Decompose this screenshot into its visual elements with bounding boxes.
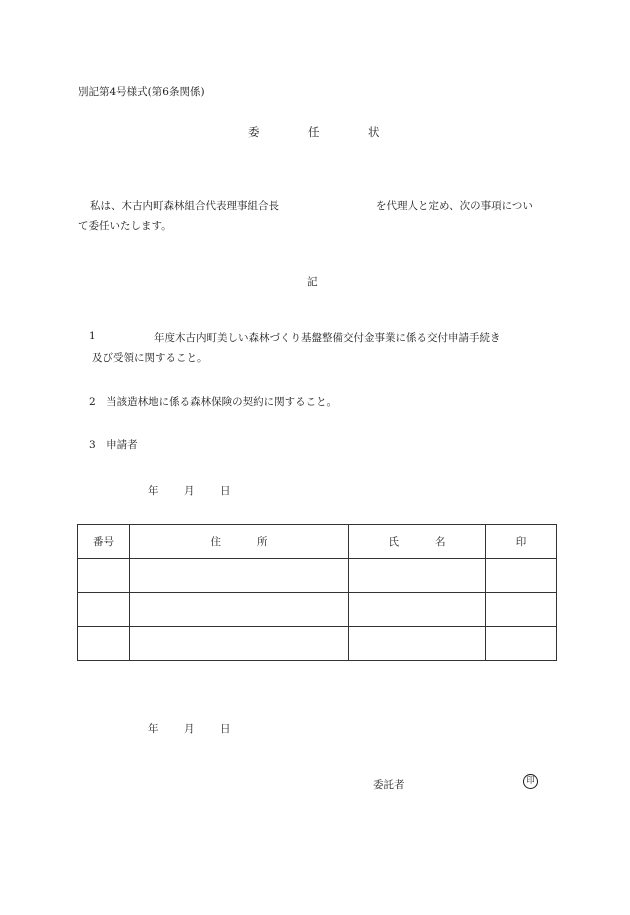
item-1-continuation: 及び受領に関すること。 [92, 352, 208, 364]
applicant-table [77, 524, 557, 661]
ki-heading: 記 [307, 276, 318, 288]
header-name-char-2: 名 [435, 536, 446, 548]
header-address-char-2: 所 [257, 536, 268, 548]
cell-name [349, 627, 486, 661]
table-row [78, 559, 557, 593]
header-seal: 印 [486, 525, 557, 559]
header-name [349, 525, 486, 559]
title-char-1: 委 [248, 125, 260, 139]
cell-seal [486, 559, 557, 593]
header-number: 番号 [78, 525, 130, 559]
item-1-number: 1 [89, 330, 96, 342]
cell-number [78, 559, 130, 593]
year-label: 年 [148, 723, 159, 735]
intro-line-2: て委任いたします。 [78, 220, 172, 232]
table-header-row [78, 525, 557, 559]
year-label: 年 [148, 485, 159, 497]
cell-seal [486, 593, 557, 627]
month-label: 月 [184, 485, 195, 497]
cell-name [349, 593, 486, 627]
cell-address [130, 627, 349, 661]
title-char-2: 任 [308, 125, 320, 139]
header-address [130, 525, 349, 559]
cell-name [349, 559, 486, 593]
cell-address [130, 559, 349, 593]
item-1-text: 年度木古内町美しい森林づくり基盤整備交付金事業に係る交付申請手続き [154, 332, 501, 344]
form-number-label: 別記第4号様式(第6条関係) [78, 86, 205, 98]
intro-line-1b: を代理人と定め、次の事項につい [376, 200, 533, 212]
title-char-3: 状 [368, 125, 380, 139]
principal-label: 委託者 [373, 779, 405, 791]
cell-number [78, 627, 130, 661]
intro-line-1a: 私は、木古内町森林組合代表理事組合長 [90, 200, 279, 212]
month-label: 月 [184, 723, 195, 735]
item-2-text: 2 当該造林地に係る森林保険の契約に関すること。 [89, 396, 338, 408]
header-address-char-1: 住 [210, 536, 221, 548]
table-row [78, 627, 557, 661]
cell-number [78, 593, 130, 627]
table-row [78, 593, 557, 627]
seal-mark-icon: 印 [523, 774, 538, 789]
item-3-text: 3 申請者 [89, 439, 138, 451]
day-label: 日 [220, 485, 231, 497]
header-name-char-1: 氏 [388, 536, 399, 548]
cell-address [130, 593, 349, 627]
day-label: 日 [220, 723, 231, 735]
cell-seal [486, 627, 557, 661]
